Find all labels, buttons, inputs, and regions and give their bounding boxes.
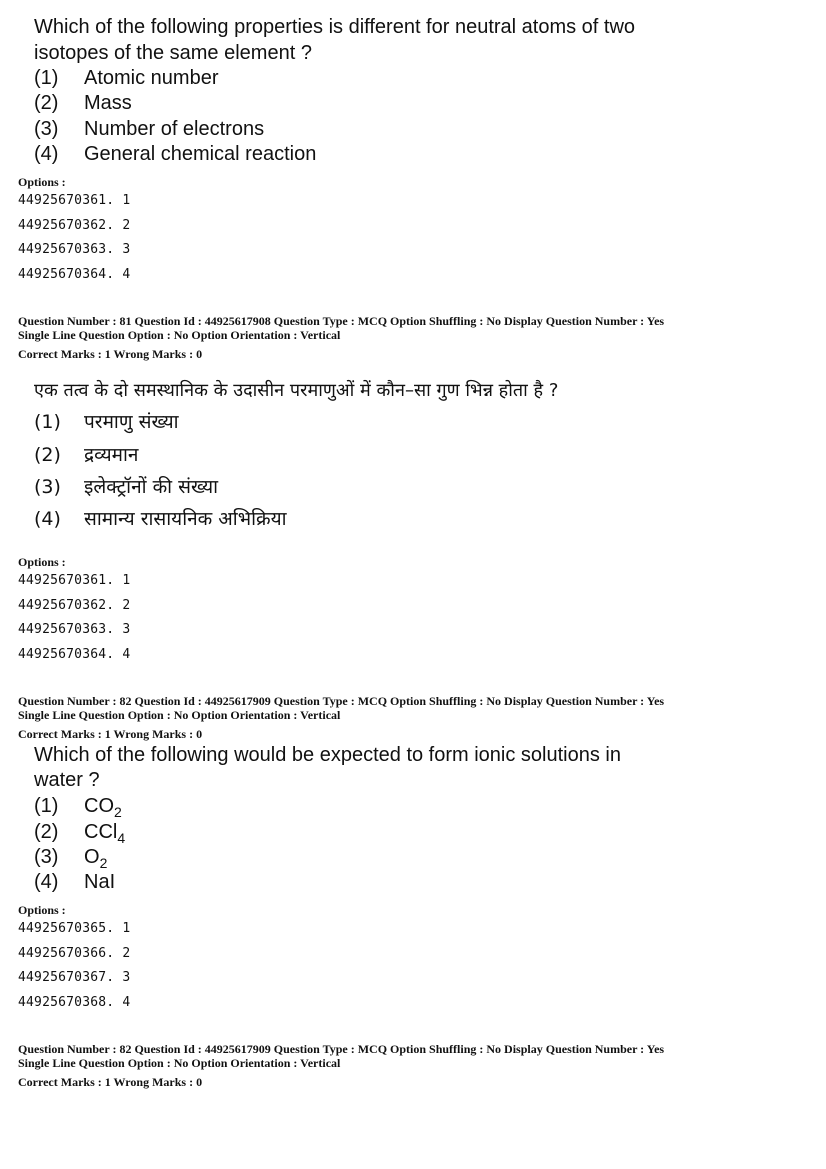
option-id: 44925670366. 2 [18,946,131,961]
formula-base: O [84,846,100,868]
option-row [34,793,122,819]
option-number: (1) [34,411,61,433]
question-stem-hindi: एक तत्व के दो समस्थानिक के उदासीन परमाणुओं में कौन–सा गुण भिन्न होता है ? [34,380,559,401]
option-row [34,869,115,895]
option-row [34,819,125,845]
option-row [34,90,132,116]
question-marks-line: Correct Marks : 1 Wrong Marks : 0 [18,1075,203,1089]
options-label: Options : [18,903,66,917]
option-text: परमाणु संख्या [84,411,179,433]
option-text: General chemical reaction [84,143,317,165]
option-number: (2) [34,821,59,843]
option-row [34,116,264,142]
option-id: 44925670362. 2 [18,598,131,613]
options-label: Options : [18,555,66,569]
option-number: (2) [34,92,59,114]
option-number: (2) [34,444,61,466]
question-marks-line: Correct Marks : 1 Wrong Marks : 0 [18,727,203,741]
question-meta-line: Question Number : 81 Question Id : 44925617908 Question Type : MCQ Option Shuffling : No Display Question Number : Yes [18,314,665,328]
option-number: (1) [34,67,59,89]
option-text: Atomic number [84,67,219,89]
option-id: 44925670368. 4 [18,995,131,1010]
question-stem-line-2: water ? [34,769,100,791]
question-meta-line: Question Number : 82 Question Id : 44925617909 Question Type : MCQ Option Shuffling : No Display Question Number : Yes [18,694,665,708]
option-row [34,844,107,870]
option-row [34,141,316,167]
option-row [34,474,218,500]
option-id: 44925670361. 1 [18,193,131,208]
option-number: (4) [34,143,59,165]
formula-subscript: 2 [99,855,108,871]
option-id: 44925670361. 1 [18,573,131,588]
option-id: 44925670364. 4 [18,267,131,282]
question-marks-line: Correct Marks : 1 Wrong Marks : 0 [18,347,203,361]
option-text: Number of electrons [84,118,265,140]
question-stem-line-1: Which of the following would be expected to form ionic solutions in [34,744,621,766]
option-id: 44925670362. 2 [18,218,131,233]
option-text: Mass [84,92,132,114]
option-text: द्रव्यमान [84,444,139,466]
question-meta-line: Single Line Question Option : No Option Orientation : Vertical [18,708,341,722]
options-label: Options : [18,175,66,189]
option-id: 44925670365. 1 [18,921,131,936]
option-row [34,409,179,435]
option-row [34,65,219,91]
question-meta-line: Single Line Question Option : No Option Orientation : Vertical [18,328,341,342]
question-stem-line-1: Which of the following properties is different for neutral atoms of two [34,16,636,38]
option-id: 44925670367. 3 [18,970,131,985]
option-id: 44925670363. 3 [18,622,131,637]
option-row [34,506,287,532]
option-row [34,442,138,468]
option-number: (3) [34,846,59,868]
option-text: सामान्य रासायनिक अभिक्रिया [84,508,287,530]
option-id: 44925670364. 4 [18,647,131,662]
question-meta-line: Question Number : 82 Question Id : 44925617909 Question Type : MCQ Option Shuffling : No Display Question Number : Yes [18,1042,665,1056]
question-stem-line-2: isotopes of the same element ? [34,42,312,64]
formula-subscript: 2 [114,804,122,820]
option-number: (3) [34,476,61,498]
option-id: 44925670363. 3 [18,242,131,257]
question-meta-line: Single Line Question Option : No Option Orientation : Vertical [18,1056,341,1070]
option-text: इलेक्ट्रॉनों की संख्या [84,476,219,498]
formula-base: NaI [84,871,116,893]
option-number: (1) [34,795,59,817]
option-number: (4) [34,871,59,893]
option-number: (3) [34,118,59,140]
formula-base: CO [84,795,114,817]
formula-subscript: 4 [117,830,126,846]
formula-base: CCl [84,821,118,843]
option-number: (4) [34,508,61,530]
